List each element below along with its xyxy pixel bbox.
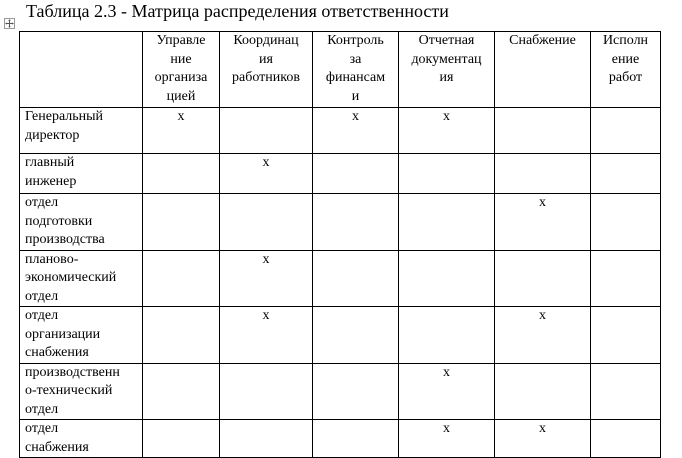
column-header-line: ия bbox=[259, 51, 273, 67]
column-header-line: ние bbox=[170, 51, 192, 67]
mark-cell bbox=[591, 363, 661, 420]
table-row bbox=[20, 363, 661, 420]
mark-cell bbox=[313, 154, 399, 194]
mark-cell bbox=[591, 154, 661, 194]
row-header-line: производственн bbox=[25, 364, 120, 380]
mark-cell: х bbox=[313, 108, 399, 154]
corner-cell bbox=[20, 32, 143, 108]
column-header-line: финансам bbox=[325, 70, 386, 85]
table-body bbox=[20, 108, 661, 458]
column-header-reporting bbox=[399, 32, 495, 108]
table-row bbox=[20, 250, 661, 307]
row-header-cell bbox=[20, 307, 143, 364]
mark-cell bbox=[399, 307, 495, 364]
mark-cell bbox=[143, 307, 220, 364]
column-header-line: и bbox=[351, 88, 360, 104]
row-header-line: производства bbox=[25, 232, 105, 247]
column-header-execution bbox=[591, 32, 661, 108]
mark-cell bbox=[143, 363, 220, 420]
row-header-line: организации bbox=[25, 326, 101, 342]
row-header-cell bbox=[20, 108, 143, 154]
mark-cell bbox=[591, 108, 661, 154]
mark-cell: х bbox=[495, 420, 591, 458]
mark-cell bbox=[313, 363, 399, 420]
mark-cell: х bbox=[399, 420, 495, 458]
row-header-line: отдел bbox=[25, 421, 59, 436]
row-header-line: инженер bbox=[25, 173, 77, 189]
mark-cell bbox=[313, 307, 399, 364]
table-caption: Таблица 2.3 - Матрица распределения ответственности bbox=[26, 1, 449, 21]
table-row bbox=[20, 154, 661, 194]
mark-cell bbox=[591, 420, 661, 458]
responsibility-matrix-table bbox=[19, 31, 661, 458]
column-header-line: ение bbox=[611, 51, 640, 67]
mark-cell: х bbox=[220, 154, 313, 194]
row-header-line: отдел bbox=[25, 401, 59, 417]
mark-cell bbox=[495, 250, 591, 307]
column-header-line: Исполн bbox=[602, 33, 649, 48]
column-header-line: ия bbox=[439, 70, 454, 85]
mark-cell bbox=[220, 420, 313, 458]
row-header-line: отдел bbox=[25, 308, 59, 323]
mark-cell bbox=[143, 154, 220, 194]
mark-cell bbox=[220, 363, 313, 420]
column-header-line: Отчетная bbox=[418, 33, 475, 48]
column-header-finance-control bbox=[313, 32, 399, 108]
mark-cell bbox=[220, 194, 313, 251]
table-row bbox=[20, 307, 661, 364]
column-header-line: работ bbox=[608, 70, 643, 85]
mark-cell: х bbox=[143, 108, 220, 154]
row-header-cell bbox=[20, 250, 143, 307]
row-header-line: экономический bbox=[25, 270, 117, 285]
column-header-supply bbox=[495, 32, 591, 108]
mark-cell: х bbox=[495, 307, 591, 364]
row-header-cell bbox=[20, 154, 143, 194]
row-header-line: снабжения bbox=[25, 439, 89, 455]
row-header-line: отдел bbox=[25, 195, 59, 210]
mark-cell bbox=[220, 108, 313, 154]
column-header-line: Координац bbox=[233, 33, 299, 48]
column-header-line: организа bbox=[154, 70, 208, 85]
column-header-coordination bbox=[220, 32, 313, 108]
mark-cell bbox=[143, 250, 220, 307]
table-row bbox=[20, 194, 661, 251]
mark-cell bbox=[399, 194, 495, 251]
row-header-line: главный bbox=[25, 155, 75, 170]
column-header-line: Управле bbox=[156, 33, 206, 48]
mark-cell bbox=[143, 194, 220, 251]
mark-cell bbox=[313, 194, 399, 251]
row-header-cell bbox=[20, 194, 143, 251]
table-row bbox=[20, 108, 661, 154]
row-header-line: о-технический bbox=[25, 383, 113, 398]
mark-cell: х bbox=[399, 363, 495, 420]
row-header-cell bbox=[20, 363, 143, 420]
row-header-cell bbox=[20, 420, 143, 458]
mark-cell bbox=[591, 250, 661, 307]
mark-cell: х bbox=[399, 108, 495, 154]
row-header-line: Генеральный bbox=[25, 109, 104, 124]
row-header-line: директор bbox=[25, 127, 80, 143]
column-header-management bbox=[143, 32, 220, 108]
mark-cell bbox=[399, 250, 495, 307]
mark-cell: х bbox=[220, 307, 313, 364]
table-row bbox=[20, 420, 661, 458]
column-header-line: Контроль bbox=[327, 33, 384, 48]
column-header-line: работников bbox=[232, 70, 300, 85]
mark-cell bbox=[495, 363, 591, 420]
column-header-line: документац bbox=[411, 51, 482, 67]
row-header-line: отдел bbox=[25, 288, 59, 304]
row-header-line: подготовки bbox=[25, 213, 93, 229]
mark-cell bbox=[399, 154, 495, 194]
mark-cell bbox=[313, 250, 399, 307]
four-arrows-move-icon bbox=[5, 19, 14, 28]
mark-cell: х bbox=[220, 250, 313, 307]
mark-cell bbox=[495, 154, 591, 194]
mark-cell bbox=[313, 420, 399, 458]
table-move-handle[interactable] bbox=[4, 18, 15, 29]
mark-cell: х bbox=[495, 194, 591, 251]
row-header-line: снабжения bbox=[25, 345, 89, 360]
column-header-line: за bbox=[349, 51, 362, 67]
header-row bbox=[20, 32, 661, 108]
mark-cell bbox=[591, 307, 661, 364]
mark-cell bbox=[495, 108, 591, 154]
column-header-line: Снабжение bbox=[509, 33, 576, 48]
row-header-line: планово- bbox=[25, 251, 79, 267]
column-header-line: цией bbox=[166, 88, 196, 104]
mark-cell bbox=[143, 420, 220, 458]
mark-cell bbox=[591, 194, 661, 251]
